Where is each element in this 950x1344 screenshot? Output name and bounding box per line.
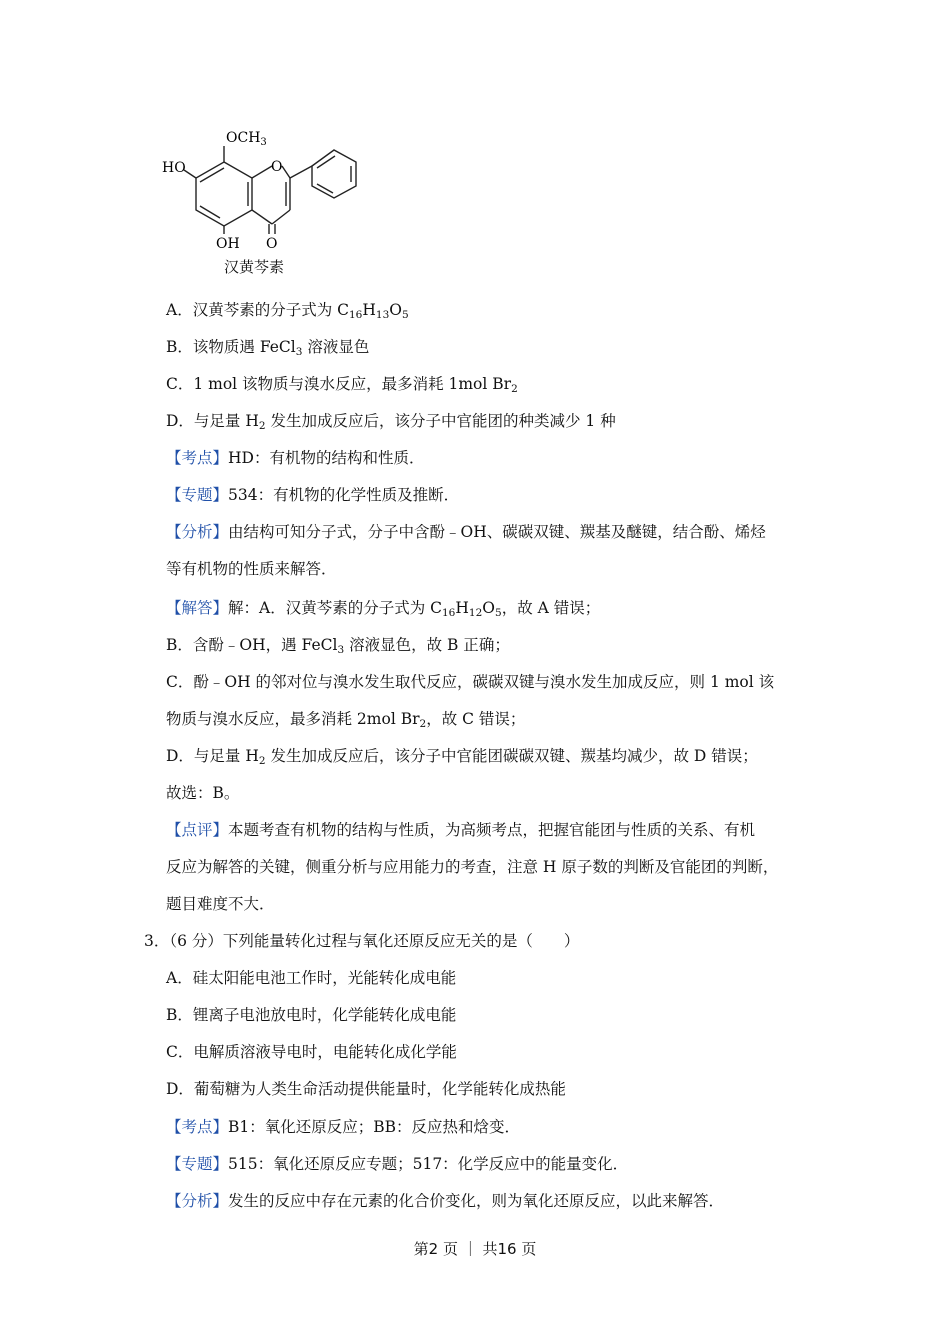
och3-label: $OCH_3$ <box>226 130 267 148</box>
structure-caption: 汉黄芩素 <box>224 258 285 276</box>
zhuanti-tag: 【专题】 <box>166 1155 229 1173</box>
q2-kaodian: 【考点】HD：有机物的结构和性质． <box>166 449 425 467</box>
structure-bonds <box>184 146 356 234</box>
q3-zhuanti: 【专题】515：氧化还原反应专题；517：化学反应中的能量变化． <box>166 1155 629 1173</box>
fenxi-tag: 【分析】 <box>166 1192 229 1210</box>
q2-jieda-d: D．与足量 $H_2$ 发生加成反应后，该分子中官能团碳碳双键、羰基均减少，故 D 错误； <box>166 747 758 767</box>
fenxi-tag: 【分析】 <box>166 523 229 541</box>
q2-jieda-c-line-2: 物质与溴水反应，最多消耗 2mol $Br_2$，故 C 错误； <box>166 710 526 730</box>
jieda-tag: 【解答】 <box>166 599 229 617</box>
q2-dianping-line-3: 题目难度不大． <box>166 895 275 913</box>
ho-label: HO <box>162 160 186 176</box>
kaodian-tag: 【考点】 <box>166 449 229 467</box>
q2-jieda-b: B．含酚﹣OH，遇 FeCl$_3$ 溶液显色，故 B 正确； <box>166 636 510 656</box>
q2-fenxi-line-2: 等有机物的性质来解答． <box>166 560 337 578</box>
dianping-tag: 【点评】 <box>166 821 229 839</box>
q2-option-c: C．1 mol 该物质与溴水反应，最多消耗 1mol $Br_2$ <box>166 375 518 395</box>
q2-option-d: D．与足量 $H_2$ 发生加成反应后，该分子中官能团的种类减少 1 种 <box>166 412 616 432</box>
q3-option-c: C．电解质溶液导电时，电能转化成化学能 <box>166 1043 457 1061</box>
q2-dianping-line-2: 反应为解答的关键，侧重分析与应用能力的考查，注意 H 原子数的判断及官能团的判断， <box>166 858 779 876</box>
ring-oxygen-label: O <box>271 159 283 175</box>
carbonyl-oxygen-label: O <box>266 236 278 252</box>
q2-jieda-a: 【解答】解：A．汉黄芩素的分子式为 $C_{16}H_{12}O_5$，故 A 错误； <box>166 599 601 619</box>
q2-dianping-line-1: 【点评】本题考查有机物的结构与性质，为高频考点，把握官能团与性质的关系、有机 <box>166 821 756 839</box>
q2-option-a: A．汉黄芩素的分子式为 $C_{16}H_{13}O_5$ <box>166 301 409 321</box>
q2-fenxi-line-1: 【分析】由结构可知分子式，分子中含酚﹣OH、碳碳双键、羰基及醚键，结合酚、烯烃 <box>166 523 766 541</box>
q3-option-b: B．锂离子电池放电时，化学能转化成电能 <box>166 1006 457 1024</box>
q3-kaodian: 【考点】B1：氧化还原反应；BB：反应热和焓变． <box>166 1118 521 1136</box>
zhuanti-tag: 【专题】 <box>166 486 229 504</box>
q3-option-d: D．葡萄糖为人类生命活动提供能量时，化学能转化成热能 <box>166 1080 566 1098</box>
q3-fenxi: 【分析】发生的反应中存在元素的化合价变化，则为氧化还原反应，以此来解答． <box>166 1192 725 1210</box>
q2-option-b: B．该物质遇 FeCl$_3$ 溶液显色 <box>166 338 370 358</box>
q3-option-a: A．硅太阳能电池工作时，光能转化成电能 <box>166 969 457 987</box>
q2-zhuanti: 【专题】534：有机物的化学性质及推断． <box>166 486 460 504</box>
q2-jieda-c-line-1: C．酚﹣OH 的邻对位与溴水发生取代反应，碳碳双键与溴水发生加成反应，则 1 mol 该 <box>166 673 775 691</box>
page-footer: 第2 页 ｜ 共16 页 <box>413 1240 537 1258</box>
q2-jieda-selection: 故选：B。 <box>166 784 240 802</box>
kaodian-tag: 【考点】 <box>166 1118 229 1136</box>
oh-label: OH <box>216 236 240 252</box>
q3-stem: 3．（6 分）下列能量转化过程与氧化还原反应无关的是（ ） <box>144 932 580 950</box>
